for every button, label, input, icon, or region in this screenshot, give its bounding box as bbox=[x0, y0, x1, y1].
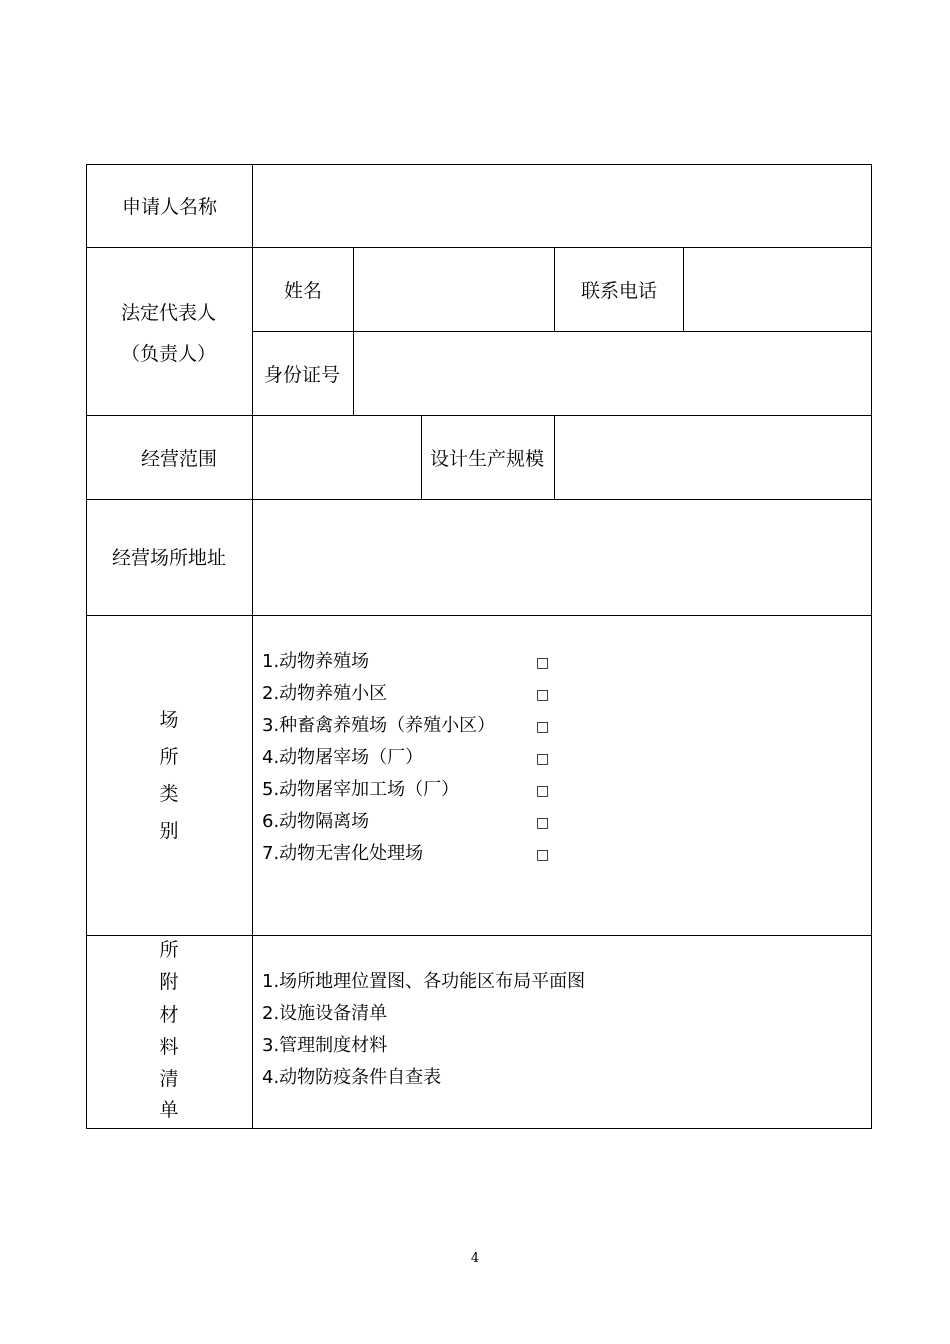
site-type-label-char: 所 bbox=[159, 746, 179, 768]
site-type-checkbox[interactable]: □ bbox=[536, 719, 550, 735]
materials-item: 3.管理制度材料 bbox=[262, 1035, 388, 1056]
column-divider bbox=[683, 247, 684, 331]
row-divider bbox=[86, 499, 872, 500]
design-capacity-label: 设计生产规模 bbox=[430, 448, 545, 470]
site-type-option-label: 5.动物屠宰加工场（厂） bbox=[262, 779, 460, 800]
site-type-option-label: 2.动物养殖小区 bbox=[262, 683, 388, 704]
row-divider bbox=[86, 247, 872, 248]
site-type-option-label: 1.动物养殖场 bbox=[262, 651, 370, 672]
materials-item: 1.场所地理位置图、各功能区布局平面图 bbox=[262, 971, 586, 992]
site-type-checkbox[interactable]: □ bbox=[536, 783, 550, 799]
site-type-option-label: 6.动物隔离场 bbox=[262, 811, 370, 832]
materials-label-char: 附 bbox=[159, 971, 179, 993]
materials-label-char: 料 bbox=[159, 1036, 179, 1058]
column-divider bbox=[353, 247, 354, 415]
row-divider bbox=[86, 415, 872, 416]
site-type-checkbox[interactable]: □ bbox=[536, 751, 550, 767]
site-type-checkbox[interactable]: □ bbox=[536, 687, 550, 703]
site-type-label-char: 类 bbox=[159, 783, 179, 805]
applicant-name-label: 申请人名称 bbox=[122, 196, 218, 218]
column-divider bbox=[421, 415, 422, 499]
legal-rep-label: 法定代表人 bbox=[121, 302, 217, 324]
row-divider bbox=[86, 615, 872, 616]
applicant-name-field[interactable] bbox=[254, 166, 870, 246]
address-field[interactable] bbox=[254, 501, 870, 614]
column-divider bbox=[252, 164, 253, 1129]
site-type-option-label: 3.种畜禽养殖场（养殖小区） bbox=[262, 715, 496, 736]
row-divider bbox=[252, 331, 872, 332]
phone-field[interactable] bbox=[685, 249, 870, 330]
name-field[interactable] bbox=[355, 249, 553, 330]
design-capacity-field[interactable] bbox=[556, 417, 870, 498]
business-scope-field[interactable] bbox=[254, 417, 420, 498]
column-divider bbox=[554, 247, 555, 331]
site-type-option-label: 7.动物无害化处理场 bbox=[262, 843, 424, 864]
materials-label-char: 单 bbox=[159, 1099, 179, 1121]
id-number-label: 身份证号 bbox=[264, 364, 341, 386]
name-label: 姓名 bbox=[284, 280, 323, 302]
site-type-checkbox[interactable]: □ bbox=[536, 847, 550, 863]
materials-item: 2.设施设备清单 bbox=[262, 1003, 388, 1024]
row-divider bbox=[86, 935, 872, 936]
legal-rep-label-sub: （负责人） bbox=[121, 343, 217, 365]
business-scope-label: 经营范围 bbox=[141, 448, 218, 470]
phone-label: 联系电话 bbox=[581, 280, 658, 302]
materials-label-char: 材 bbox=[159, 1004, 179, 1026]
site-type-checkbox[interactable]: □ bbox=[536, 815, 550, 831]
materials-item: 4.动物防疫条件自查表 bbox=[262, 1067, 442, 1088]
address-label: 经营场所地址 bbox=[112, 547, 227, 569]
site-type-option-label: 4.动物屠宰场（厂） bbox=[262, 747, 424, 768]
materials-label-char: 清 bbox=[159, 1068, 179, 1090]
column-divider bbox=[554, 415, 555, 499]
site-type-checkbox[interactable]: □ bbox=[536, 655, 550, 671]
id-number-field[interactable] bbox=[355, 333, 870, 414]
materials-label-char: 所 bbox=[159, 939, 179, 961]
site-type-label-char: 场 bbox=[159, 709, 179, 731]
site-type-label-char: 别 bbox=[159, 820, 179, 842]
page-number: 4 bbox=[470, 1251, 480, 1266]
